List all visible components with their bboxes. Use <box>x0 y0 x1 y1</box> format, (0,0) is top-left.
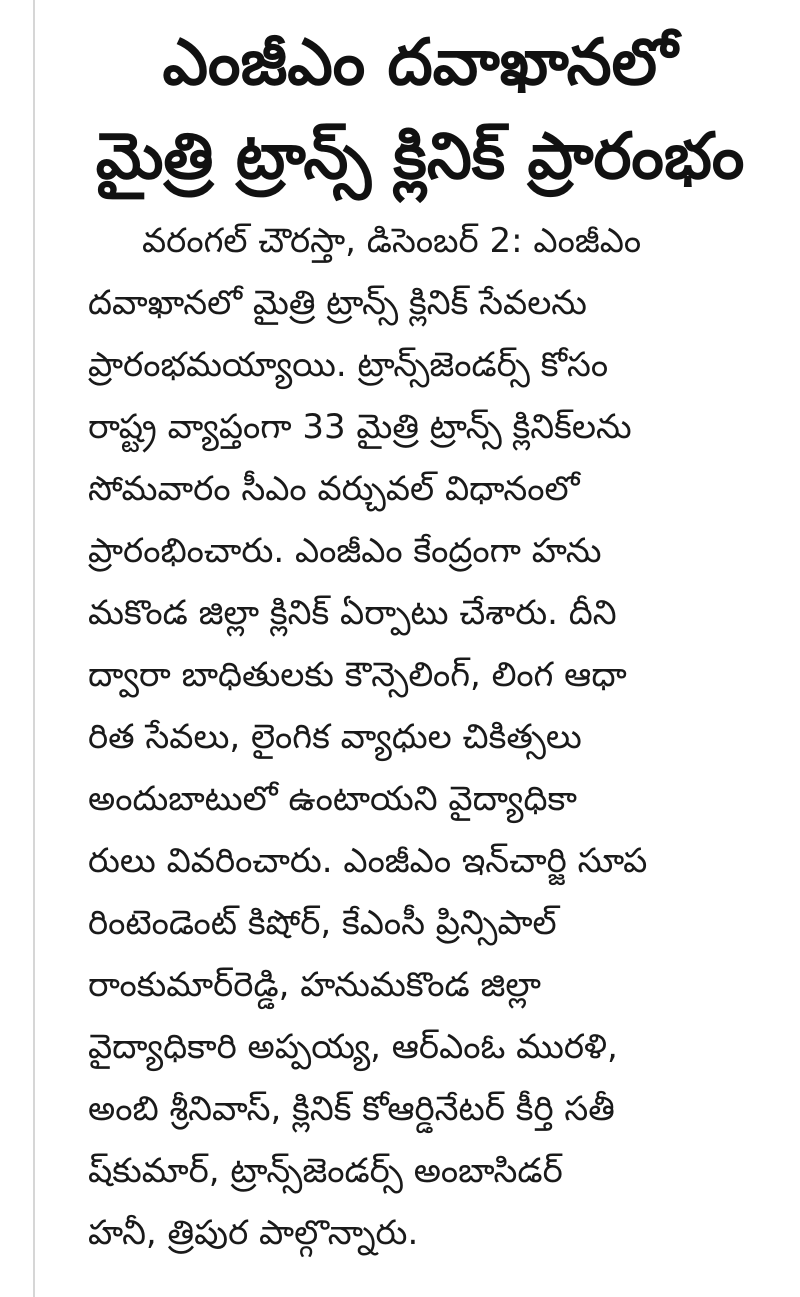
column-divider <box>33 0 35 1297</box>
body-line: సోమవారం సీఎం వర్చువల్ విధానంలో <box>88 469 580 509</box>
body-line: రింటెండెంట్ కిషోర్, కేఎంసీ ప్రిన్సిపాల్ <box>88 903 557 943</box>
body-line: హనీ, త్రిపుర పాల్గొన్నారు. <box>88 1213 419 1253</box>
body-line: మకొండ జిల్లా క్లినిక్ ఏర్పాటు చేశారు. దీని <box>88 593 617 633</box>
body-line: ద్వారా బాధితులకు కౌన్సెలింగ్, లింగ ఆధా <box>88 655 627 695</box>
body-line: అంబి శ్రీనివాస్, క్లినిక్ కోఆర్డినేటర్ కీర్తి సతీ <box>88 1089 615 1129</box>
headline-line-1: ఎంజీఎం దవాఖానలో <box>162 26 678 100</box>
body-line: రిత సేవలు, లైంగిక వ్యాధుల చికిత్సలు <box>88 717 582 757</box>
body-line: ప్రారంభమయ్యాయి. ట్రాన్స్‌జెండర్స్ కోసం <box>88 345 609 385</box>
body-line: రాంకుమార్‌రెడ్డి, హనుమకొండ జిల్లా <box>88 965 541 1005</box>
body-line: రాష్ట్ర వ్యాప్తంగా 33 మైత్రి ట్రాన్స్ క్లినిక్‌లను <box>88 407 632 447</box>
body-line: ప్రారంభించారు. ఎంజీఎం కేంద్రంగా హను <box>88 531 602 571</box>
body-line: దవాఖానలో మైత్రి ట్రాన్స్ క్లినిక్ సేవలను <box>88 283 587 323</box>
body-line: వరంగల్ చౌరస్తా, డిసెంబర్ 2: ఎంజీఎం <box>142 221 642 261</box>
body-line: అందుబాటులో ఉంటాయని వైద్యాధికా <box>88 779 577 819</box>
body-line: వైద్యాధికారి అప్పయ్య, ఆర్ఎంఓ మురళి, <box>88 1027 618 1067</box>
body-line: రులు వివరించారు. ఎంజీఎం ఇన్‌చార్జి సూప <box>88 841 648 881</box>
headline-line-2: మైత్రి ట్రాన్స్ క్లినిక్ ప్రారంభం <box>95 120 745 194</box>
body-line: ష్‌కుమార్, ట్రాన్స్‌జెండర్స్ అంబాసిడర్ <box>88 1151 563 1191</box>
